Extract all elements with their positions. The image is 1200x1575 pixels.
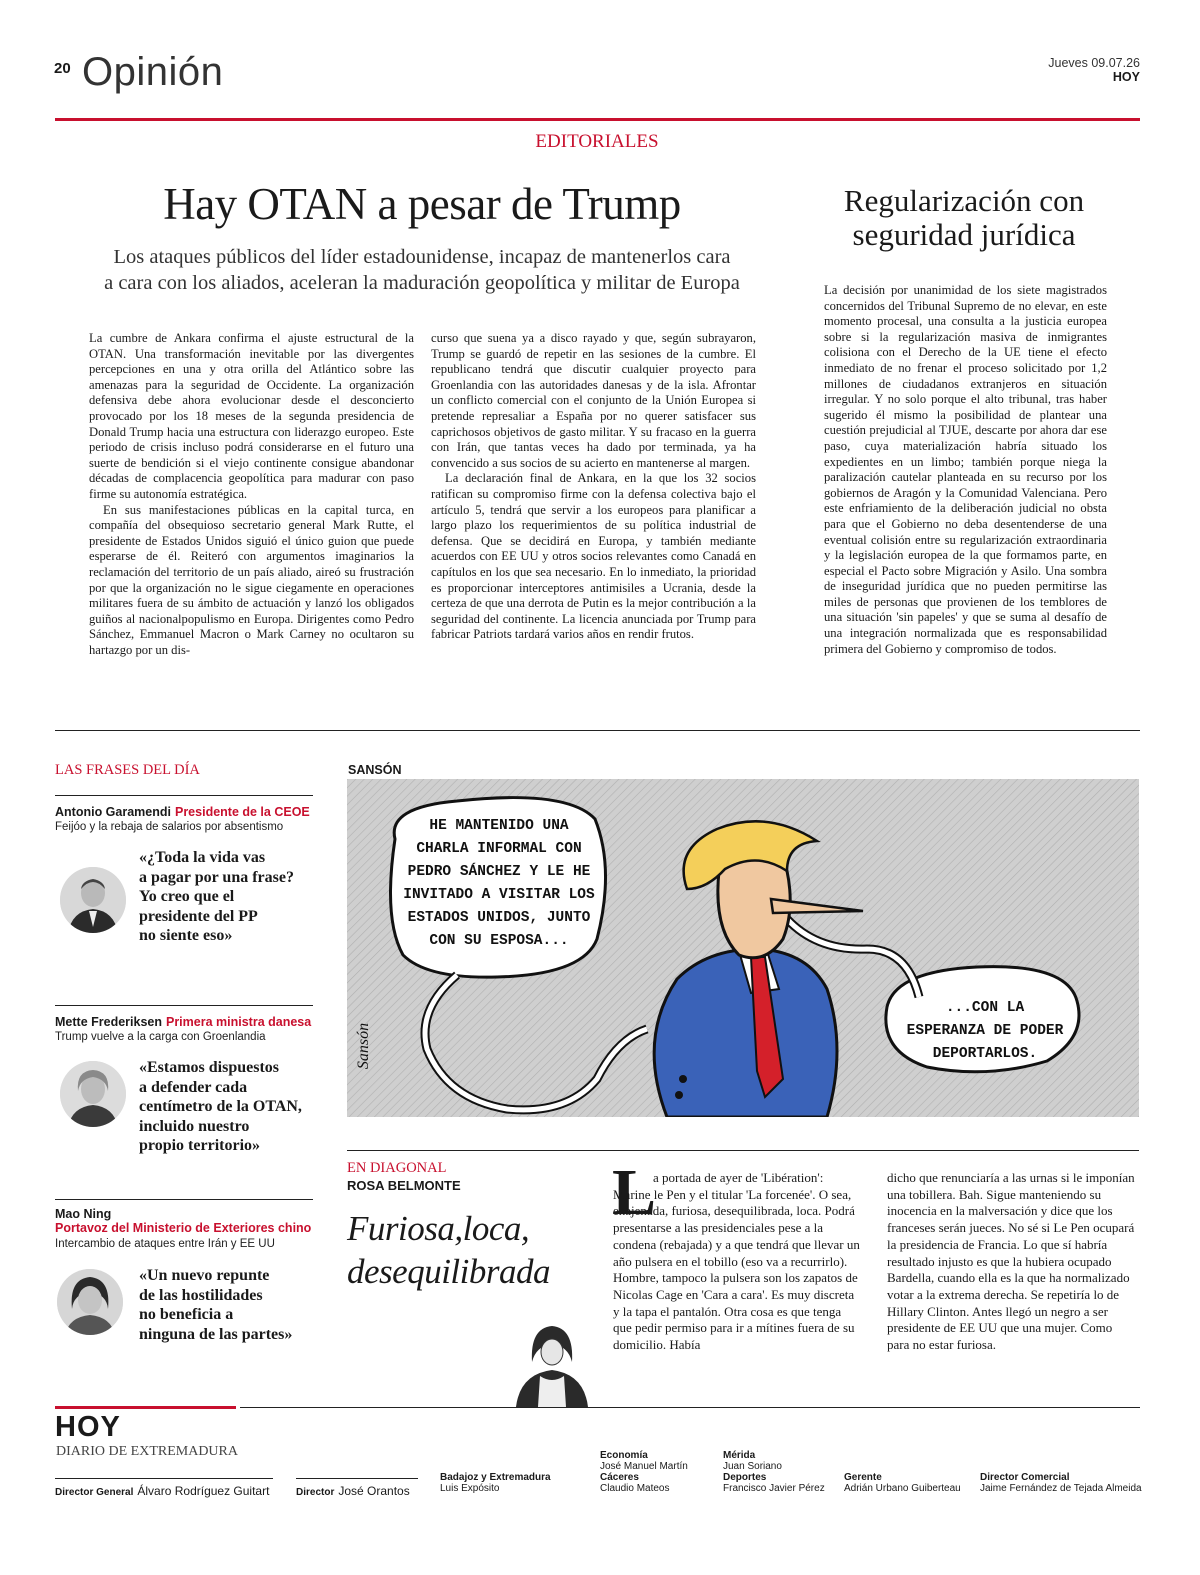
staff-name: Jaime Fernández de Tejada Almeida bbox=[980, 1483, 1142, 1494]
staff-label: Badajoz y Extremadura bbox=[440, 1472, 551, 1483]
quote-divider bbox=[55, 1005, 313, 1006]
quote-text bbox=[139, 848, 319, 946]
staff-label: Director Comercial bbox=[980, 1472, 1070, 1483]
quote-person-name: Mao Ning bbox=[55, 1207, 112, 1221]
staff-name: Juan Soriano bbox=[723, 1461, 782, 1472]
quote-line: ninguna de las partes» bbox=[139, 1325, 293, 1343]
quote-text bbox=[139, 1058, 319, 1156]
title-line: Furiosa,loca, bbox=[347, 1209, 530, 1248]
bubble-line: DEPORTARLOS. bbox=[932, 1046, 1038, 1062]
bubble-line: CHARLA INFORMAL CON bbox=[416, 841, 582, 857]
bubble-line: ESTADOS UNIDOS, JUNTO bbox=[407, 910, 591, 926]
frases-label: LAS FRASES DEL DÍA bbox=[55, 762, 200, 778]
staff-gerente bbox=[844, 1472, 961, 1494]
staff-name: José Manuel Martín bbox=[600, 1461, 688, 1472]
quote-topic: Trump vuelve a la carga con Groenlandia bbox=[55, 1031, 266, 1043]
quote-person-role: Primera ministra danesa bbox=[165, 1015, 312, 1029]
diagonal-column-2 bbox=[887, 1170, 1137, 1354]
second-editorial-title bbox=[800, 184, 1128, 252]
masthead-logo: HOY bbox=[55, 1411, 121, 1443]
speech-bubble-2 bbox=[895, 997, 1075, 1066]
quote-topic: Feijóo y la rebaja de salarios por absentismo bbox=[55, 821, 284, 833]
director-rule bbox=[296, 1478, 418, 1479]
cartoon-label: SANSÓN bbox=[348, 763, 402, 777]
quote-person-role: Presidente de la CEOE bbox=[174, 805, 310, 819]
masthead-tagline: DIARIO DE EXTREMADURA bbox=[56, 1444, 238, 1459]
page-number: 20 bbox=[54, 60, 71, 77]
quote-line: presidente del PP bbox=[139, 907, 258, 925]
quote-line: Yo creo que el bbox=[139, 888, 235, 905]
staff-label: Cáceres bbox=[600, 1472, 639, 1483]
main-editorial-column-2 bbox=[431, 331, 756, 643]
staff-deportes bbox=[723, 1472, 825, 1494]
quote-line: propio territorio» bbox=[139, 1137, 261, 1154]
quote-person-role: Portavoz del Ministerio de Exteriores chino bbox=[55, 1221, 312, 1235]
paragraph: En sus manifestaciones públicas en la capital turca, en compañía del obsequioso secretario general Mark Rutte, el presidente de Estados Unidos siguió el único guion que puede esperarse de él. Reiteró con argumentos imaginarios la reclamación del territorio de un país aliado, aireó su frustración por que la organización no le sigue ciegamente en operaciones militares fuera de su ámbito de actuación y lanzó los obligados guiños al nacionalpopulismo en Europa. Dirigentes como Pedro Sánchez, Emmanuel Macron o Mark Carney no ocultaron su hartazgo por un dis- bbox=[89, 502, 414, 657]
paragraph: La decisión por unanimidad de los siete magistrados concernidos del Tribunal Supremo de no elevar, en este momento procesal, una consulta a la justicia europea sobre si la regularización masiva de inmigrantes colisiona con el Derecho de la UE tiene el efecto inmediato de no frenar el proceso solicitado por 1,2 millones de ciudadanos extranjeros en situación irregular. Y no solo porque el alto tribunal, tras haber sugerido él mismo la posibilidad de plantear una cuestión prejudicial al TJUE, descarte por ahora dar ese paso, cuya materialización habría situado los expedientes en un limbo; también porque niega la paralización cautelar planteada en su recurso por los gobiernos de Aragón y la Comunidad Valenciana. Pero este enfriamiento de la deliberación judicial no obsta para que el Gobierno no deba desentenderse de una eventual colisión entre su regularización extraordinaria y la legislación europea de la que formamos parte, en especial el Pacto sobre Migración y Asilo. Una sombra de inseguridad jurídica que no pueden permitirse las miles de personas que provienen de los temblores de una situación 'sin papeles' y que se suma al desafío de una integración normalizada que es responsabilidad primera del Gobierno y compromiso de todos. bbox=[824, 283, 1107, 656]
staff-name: Claudio Mateos bbox=[600, 1483, 670, 1494]
bubble-line: ...CON LA bbox=[945, 1000, 1025, 1016]
quote-line: incluido nuestro bbox=[139, 1117, 250, 1135]
cartoon-bottom-rule bbox=[347, 1150, 1139, 1151]
bubble-line: HE MANTENIDO UNA bbox=[429, 818, 569, 834]
subtitle-line: a cara con los aliados, aceleran la maduración geopolítica y militar de Europa bbox=[104, 272, 740, 294]
staff-name: Francisco Javier Pérez bbox=[723, 1483, 825, 1494]
avatar bbox=[57, 1269, 123, 1335]
cartoonist-signature: Sansón bbox=[355, 1022, 373, 1070]
quote-line: no siente eso» bbox=[139, 927, 233, 944]
section-divider bbox=[55, 730, 1140, 731]
main-editorial-column-1 bbox=[89, 331, 414, 658]
quote-line: «Un nuevo repunte bbox=[139, 1267, 270, 1284]
section-title: Opinión bbox=[82, 50, 224, 94]
main-editorial-title: Hay OTAN a pesar de Trump bbox=[163, 179, 681, 229]
second-editorial-body bbox=[824, 283, 1107, 657]
staff-name: Luis Expósito bbox=[440, 1483, 500, 1494]
director-general bbox=[55, 1482, 269, 1500]
speech-bubble-1 bbox=[399, 815, 599, 953]
quote-line: no beneficia a bbox=[139, 1306, 234, 1323]
avatar bbox=[60, 867, 126, 933]
staff-merida bbox=[723, 1450, 782, 1472]
staff-label: Gerente bbox=[844, 1472, 882, 1483]
staff-badajoz bbox=[440, 1472, 551, 1494]
cartoon bbox=[347, 779, 1139, 1117]
quote-divider bbox=[55, 795, 313, 796]
diagonal-column-1 bbox=[613, 1170, 863, 1354]
director-general-rule bbox=[55, 1478, 273, 1479]
subtitle-line: Los ataques públicos del líder estadounidense, incapaz de mantenerlos cara bbox=[113, 246, 731, 268]
quote-topic: Intercambio de ataques entre Irán y EE UU bbox=[55, 1238, 275, 1250]
quote-line: de las hostilidades bbox=[139, 1286, 263, 1304]
diagonal-label: EN DIAGONAL bbox=[347, 1160, 447, 1176]
staff-name: Adrián Urbano Guiberteau bbox=[844, 1483, 961, 1494]
bubble-line: ESPERANZA DE PODER bbox=[906, 1023, 1064, 1039]
director-name: José Orantos bbox=[338, 1484, 410, 1498]
staff-director-comercial bbox=[980, 1472, 1142, 1494]
quote-line: a pagar por una frase? bbox=[139, 868, 294, 886]
staff-label: Deportes bbox=[723, 1472, 767, 1483]
director-label: Director bbox=[296, 1487, 335, 1498]
title-line: seguridad jurídica bbox=[852, 217, 1076, 252]
quote-line: «Estamos dispuestos bbox=[139, 1059, 280, 1076]
paragraph: curso que suena ya a disco rayado y que, según subrayaron, Trump se guardó de repetir en las sesiones de la cumbre. El republicano tendrá que discutir cualquier proyecto para Groenlandia con las autoridades danesas y de la isla. Afrontar un conflicto comercial con el conjunto de la Unión Europea si pretende represaliar a España por no querer satisfacer sus caprichosos objetivos de gasto militar. Y su fracaso en la guerra con Irán, que tantas veces ha dado por terminada, ya ha convencido a sus socios de su acierto en mantenerse al margen. bbox=[431, 331, 756, 470]
paragraph: dicho que renunciaría a las urnas si le imponían una tobillera. Bah. Sigue manteniendo su inocencia en la malversación y dice que los franceses serán jueces. No sé si Le Pen ocupará la presidencia de Francia. Lo que sí habría resultado injusto es que la hubiera ocupado Bardella, cuando ella es la que ha normalizado votar a la extrema derecha. Se repetiría lo de Hillary Clinton. Antes llegó un negro a ser presidente de EE UU que una mujer. Como para no estar furiosa. bbox=[887, 1170, 1135, 1353]
quote-header bbox=[55, 803, 313, 821]
drop-cap: L bbox=[612, 1156, 657, 1229]
quote-person-name: Mette Frederiksen bbox=[55, 1015, 162, 1029]
paragraph: La cumbre de Ankara confirma el ajuste estructural de la OTAN. Una transformación inevitable por las divergentes percepciones en una y otra orilla del Atlántico sobre las amenazas para la seguridad de Occidente. La organización defensiva debe ahora evolucionar desde el desconcierto provocado por los 18 meses de la segunda presidencia de Donald Trump hacia una estructura con liderazgo europeo. Este periodo de crisis incluso podrá considerarse en el futuro una suerte de bendición si el viejo continente consigue abandonar décadas de complacencia geopolítica para madurar con paso firme su autonomía estratégica. bbox=[89, 331, 414, 501]
editorials-label: EDITORIALES bbox=[535, 131, 659, 152]
staff-caceres bbox=[600, 1472, 669, 1494]
header-rule bbox=[55, 118, 1140, 121]
masthead-rule bbox=[240, 1407, 1140, 1408]
paragraph: La declaración final de Ankara, en la que los 32 socios ratifican su compromiso firme con la defensa colectiva bajo el artículo 5, tendrá que servir a los europeos para planificar a largo plazo los requerimientos de su política industrial de defensa. Que se decidirá en Europa, y también mediante acuerdos con EE UU y otros socios relevantes como Canadá en capítulos en los que sea necesario. En lo inmediato, la prioridad es proporcionar interceptores antimisiles a Ucrania, desde la certeza de que una derrota de Putin es la mejor contribución a la seguridad del continente. La licencia anunciada por Trump para fabricar Patriots tardará varios años en rendir frutos. bbox=[431, 471, 756, 642]
staff-label: Mérida bbox=[723, 1450, 756, 1461]
issue-date: Jueves 09.07.26 bbox=[1048, 56, 1140, 70]
bubble-line: CON SU ESPOSA... bbox=[429, 933, 569, 949]
title-line: Regularización con bbox=[843, 183, 1085, 218]
main-editorial-subtitle bbox=[80, 244, 764, 296]
director-general-name: Álvaro Rodríguez Guitart bbox=[137, 1484, 270, 1498]
quote-person-name: Antonio Garamendi bbox=[55, 805, 171, 819]
staff-label: Economía bbox=[600, 1450, 648, 1461]
director bbox=[296, 1482, 410, 1500]
paper-name: HOY bbox=[1112, 70, 1140, 84]
diagonal-author: ROSA BELMONTE bbox=[347, 1178, 461, 1193]
diagonal-title bbox=[347, 1207, 550, 1293]
bubble-line: PEDRO SÁNCHEZ Y LE HE bbox=[407, 864, 591, 880]
quote-line: centímetro de la OTAN, bbox=[139, 1098, 302, 1115]
paragraph: a portada de ayer de 'Libération': Marine le Pen y el titular 'La forcenée'. O sea, enajenada, furiosa, desequilibrada, loca. Podrá presentarse a las presidenciales pese a la condena (rebajada) y a que tendrá que llevar un año pulsera en el tobillo (eso va a recurrirlo). Hombre, tampoco la pulsera son los zapatos de Nicolas Cage en 'Cara a cara'. Es muy discreta y la tapa el pantalón. Otra cosa es que tenga que pedir permiso para ir a mítines fuera de su domicilio. Había bbox=[613, 1170, 860, 1353]
avatar bbox=[60, 1061, 126, 1127]
director-general-label: Director General bbox=[55, 1487, 134, 1498]
bubble-line: INVITADO A VISITAR LOS bbox=[403, 887, 595, 903]
quote-line: «¿Toda la vida vas bbox=[139, 849, 266, 866]
quote-line: a defender cada bbox=[139, 1078, 248, 1096]
title-line: desequilibrada bbox=[347, 1252, 550, 1291]
quote-text bbox=[139, 1266, 319, 1344]
columnist-portrait bbox=[512, 1322, 592, 1407]
masthead-red-rule bbox=[55, 1406, 236, 1409]
quote-divider bbox=[55, 1199, 313, 1200]
quote-header bbox=[55, 1013, 313, 1031]
staff-economia bbox=[600, 1450, 688, 1472]
